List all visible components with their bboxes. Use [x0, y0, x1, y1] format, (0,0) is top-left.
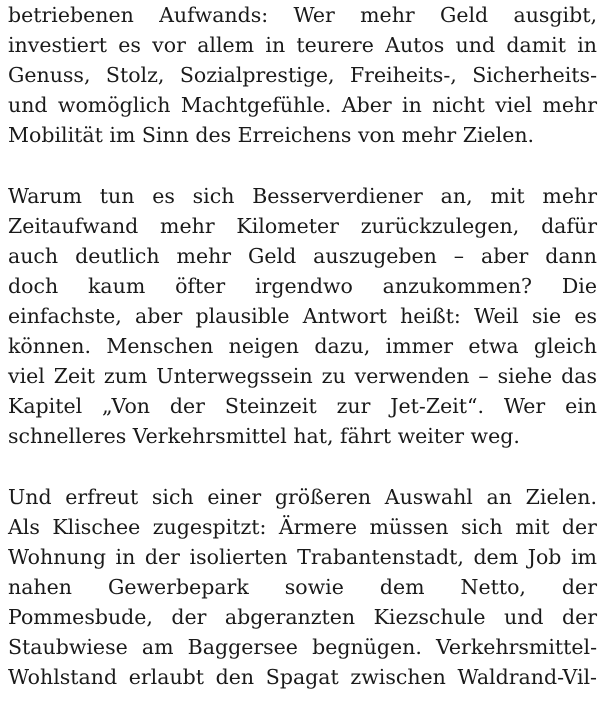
text-line: Staubwiese am Baggersee begnügen. Verkehrsmittel-: [8, 634, 597, 659]
text-line: nahen Gewerbepark sowie dem Netto, der: [8, 574, 597, 599]
text-line: Wohnung in der isolierten Trabantenstadt, dem Job im: [8, 544, 597, 569]
paragraph-2: [8, 181, 597, 452]
text-line: Wohlstand erlaubt den Spagat zwischen Waldrand-Vil-: [8, 665, 597, 690]
text-line: auch deutlich mehr Geld auszugeben – aber dann: [8, 243, 597, 268]
text-line: Mobilität im Sinn des Erreichens von mehr Zielen.: [8, 123, 535, 148]
text-line: Pommesbude, der abgeranzten Kiezschule und der: [8, 604, 597, 629]
text-line: Zeitaufwand mehr Kilometer zurückzulegen, dafür: [8, 213, 597, 238]
text-line: schnelleres Verkehrsmittel hat, fährt weiter weg.: [8, 424, 520, 449]
book-page-text: [8, 0, 597, 692]
text-line: Kapitel „Von der Steinzeit zur Jet-Zeit“. Wer ein: [8, 394, 597, 419]
text-line: Warum tun es sich Besserverdiener an, mit mehr: [8, 183, 597, 208]
paragraph-gap: [8, 150, 597, 180]
text-line: Und erfreut sich einer größeren Auswahl an Zielen.: [8, 484, 597, 509]
text-line: können. Menschen neigen dazu, immer etwa gleich: [8, 334, 597, 359]
text-line: investiert es vor allem in teurere Autos und damit in: [8, 33, 597, 58]
text-line: und womöglich Machtgefühle. Aber in nicht viel mehr: [8, 93, 597, 118]
text-line: Als Klischee zugespitzt: Ärmere müssen sich mit der: [8, 514, 597, 539]
text-line: doch kaum öfter irgendwo anzukommen? Die: [8, 273, 597, 298]
paragraph-3: [8, 482, 597, 693]
paragraph-1: [8, 0, 597, 150]
paragraph-gap: [8, 451, 597, 481]
text-line: Genuss, Stolz, Sozialprestige, Freiheits-, Sicherheits-: [8, 63, 597, 88]
text-line: viel Zeit zum Unterwegssein zu verwenden – siehe das: [8, 364, 597, 389]
text-line: betriebenen Aufwands: Wer mehr Geld ausgibt,: [8, 3, 597, 27]
text-line: einfachste, aber plausible Antwort heißt: Weil sie es: [8, 303, 597, 328]
